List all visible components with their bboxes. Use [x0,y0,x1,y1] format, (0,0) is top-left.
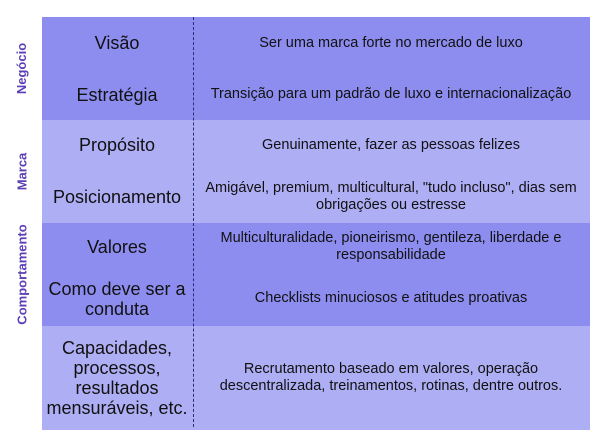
row-description: Transição para um padrão de luxo e internacionalização [210,86,572,102]
section-label-marca [11,120,33,223]
row-description: Multiculturalidade, pioneirismo, gentileza, liberdade e responsabilidade [220,230,562,263]
row-term: Posicionamento [52,186,182,207]
row-description: Checklists minuciosos e atitudes proativas [254,290,528,306]
row-description: Ser uma marca forte no mercado de luxo [259,34,523,51]
row-term: Propósito [78,135,156,155]
band-comportamento [42,223,590,326]
values-table [42,17,590,430]
section-label-text: Negócio [14,42,30,95]
band-marca [42,120,590,223]
section-label-comportamento [11,223,33,326]
section-label-negocio [11,17,33,120]
band-negocio [42,17,590,120]
column-divider [193,17,194,427]
table-row [42,17,590,69]
row-term: Valores [87,237,147,257]
table-row [42,223,590,271]
section-label-text: Comportamento [14,224,30,325]
row-term: Capacidades, processos, resultados mensuráveis, etc. [46,338,188,418]
table-row [42,326,590,430]
row-term: Visão [94,33,140,53]
section-label-text: Marca [14,152,30,191]
band-capacidades [42,326,590,430]
table-row [42,271,590,326]
table-row [42,170,590,223]
row-term: Estratégia [76,84,158,105]
table-row [42,120,590,170]
row-description: Genuinamente, fazer as pessoas felizes [262,136,520,153]
row-description: Recrutamento baseado em valores, operação descentralizada, treinamentos, rotinas, dentre outros. [219,361,563,394]
row-description: Amigável, premium, multicultural, "tudo incluso", dias sem obrigações ou estresse [205,179,577,213]
table-row [42,69,590,120]
row-term: Como deve ser a conduta [48,278,186,319]
